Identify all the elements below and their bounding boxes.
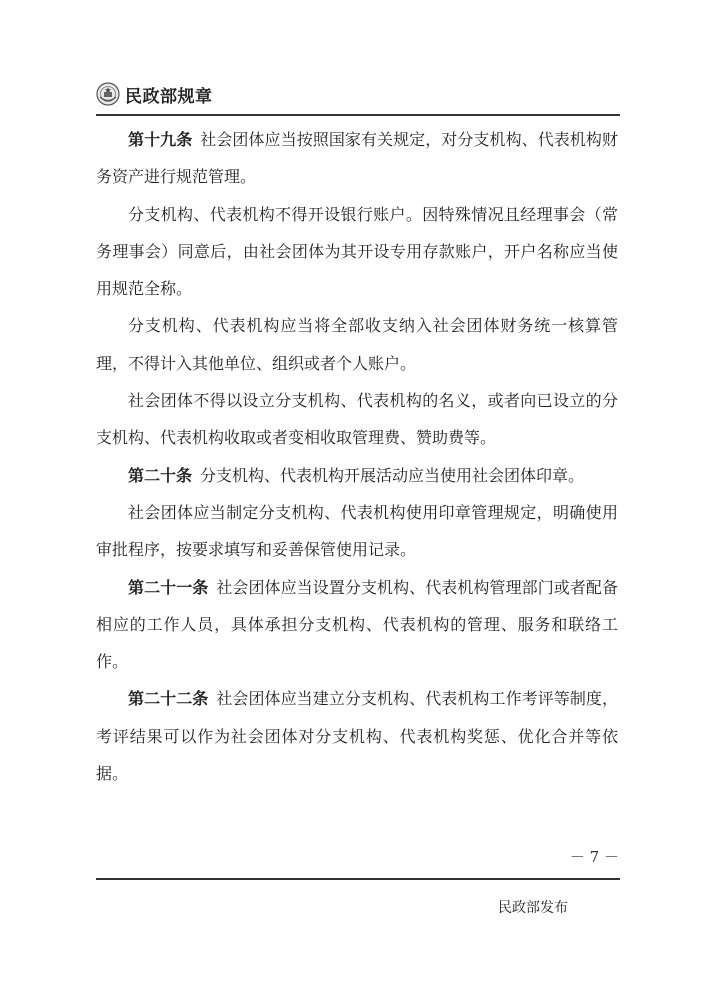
article-label: 第二十条 — [128, 465, 193, 485]
article-text: 社会团体应当建立分支机构、代表机构工作考评等制度，考评结果可以作为社会团体对分支机构、代表机构奖惩、优化合并等依据。 — [96, 689, 618, 784]
article-22 — [96, 680, 618, 792]
article-20 — [96, 457, 618, 494]
article-21 — [96, 569, 618, 681]
paragraph — [96, 196, 618, 308]
paragraph-text: 分支机构、代表机构应当将全部收支纳入社会团体财务统一核算管理，不得计入其他单位、组织或者个人账户。 — [96, 316, 618, 373]
paragraph-text: 社会团体应当制定分支机构、代表机构使用印章管理规定，明确使用审批程序，按要求填写和妥善保管使用记录。 — [96, 502, 618, 560]
article-text: 社会团体应当按照国家有关规定，对分支机构、代表机构财务资产进行规范管理。 — [96, 130, 618, 187]
article-label: 第二十一条 — [128, 577, 209, 597]
publisher-label: 民政部发布 — [498, 900, 568, 916]
national-emblem-icon — [96, 82, 120, 106]
article-text: 社会团体应当设置分支机构、代表机构管理部门或者配备相应的工作人员，具体承担分支机构、代表机构的管理、服务和联络工作。 — [96, 577, 618, 672]
footer-divider — [96, 878, 620, 880]
header-title: 民政部规章 — [125, 86, 213, 107]
article-label: 第二十二条 — [128, 689, 209, 709]
page-header — [96, 78, 213, 110]
header-divider — [96, 114, 620, 116]
document-body — [96, 121, 618, 792]
article-19 — [96, 121, 618, 196]
paragraph — [96, 382, 618, 457]
paragraph-text: 分支机构、代表机构不得开设银行账户。因特殊情况且经理事会（常务理事会）同意后，由社会团体为其开设专用存款账户，开户名称应当使用规范全称。 — [96, 204, 618, 299]
page-number: － 7 － — [569, 848, 619, 866]
article-text: 分支机构、代表机构开展活动应当使用社会团体印章。 — [200, 465, 585, 485]
paragraph — [96, 494, 618, 569]
paragraph — [96, 307, 618, 382]
article-label: 第十九条 — [128, 130, 193, 149]
paragraph-text: 社会团体不得以设立分支机构、代表机构的名义，或者向已设立的分支机构、代表机构收取或者变相收取管理费、赞助费等。 — [96, 391, 618, 448]
